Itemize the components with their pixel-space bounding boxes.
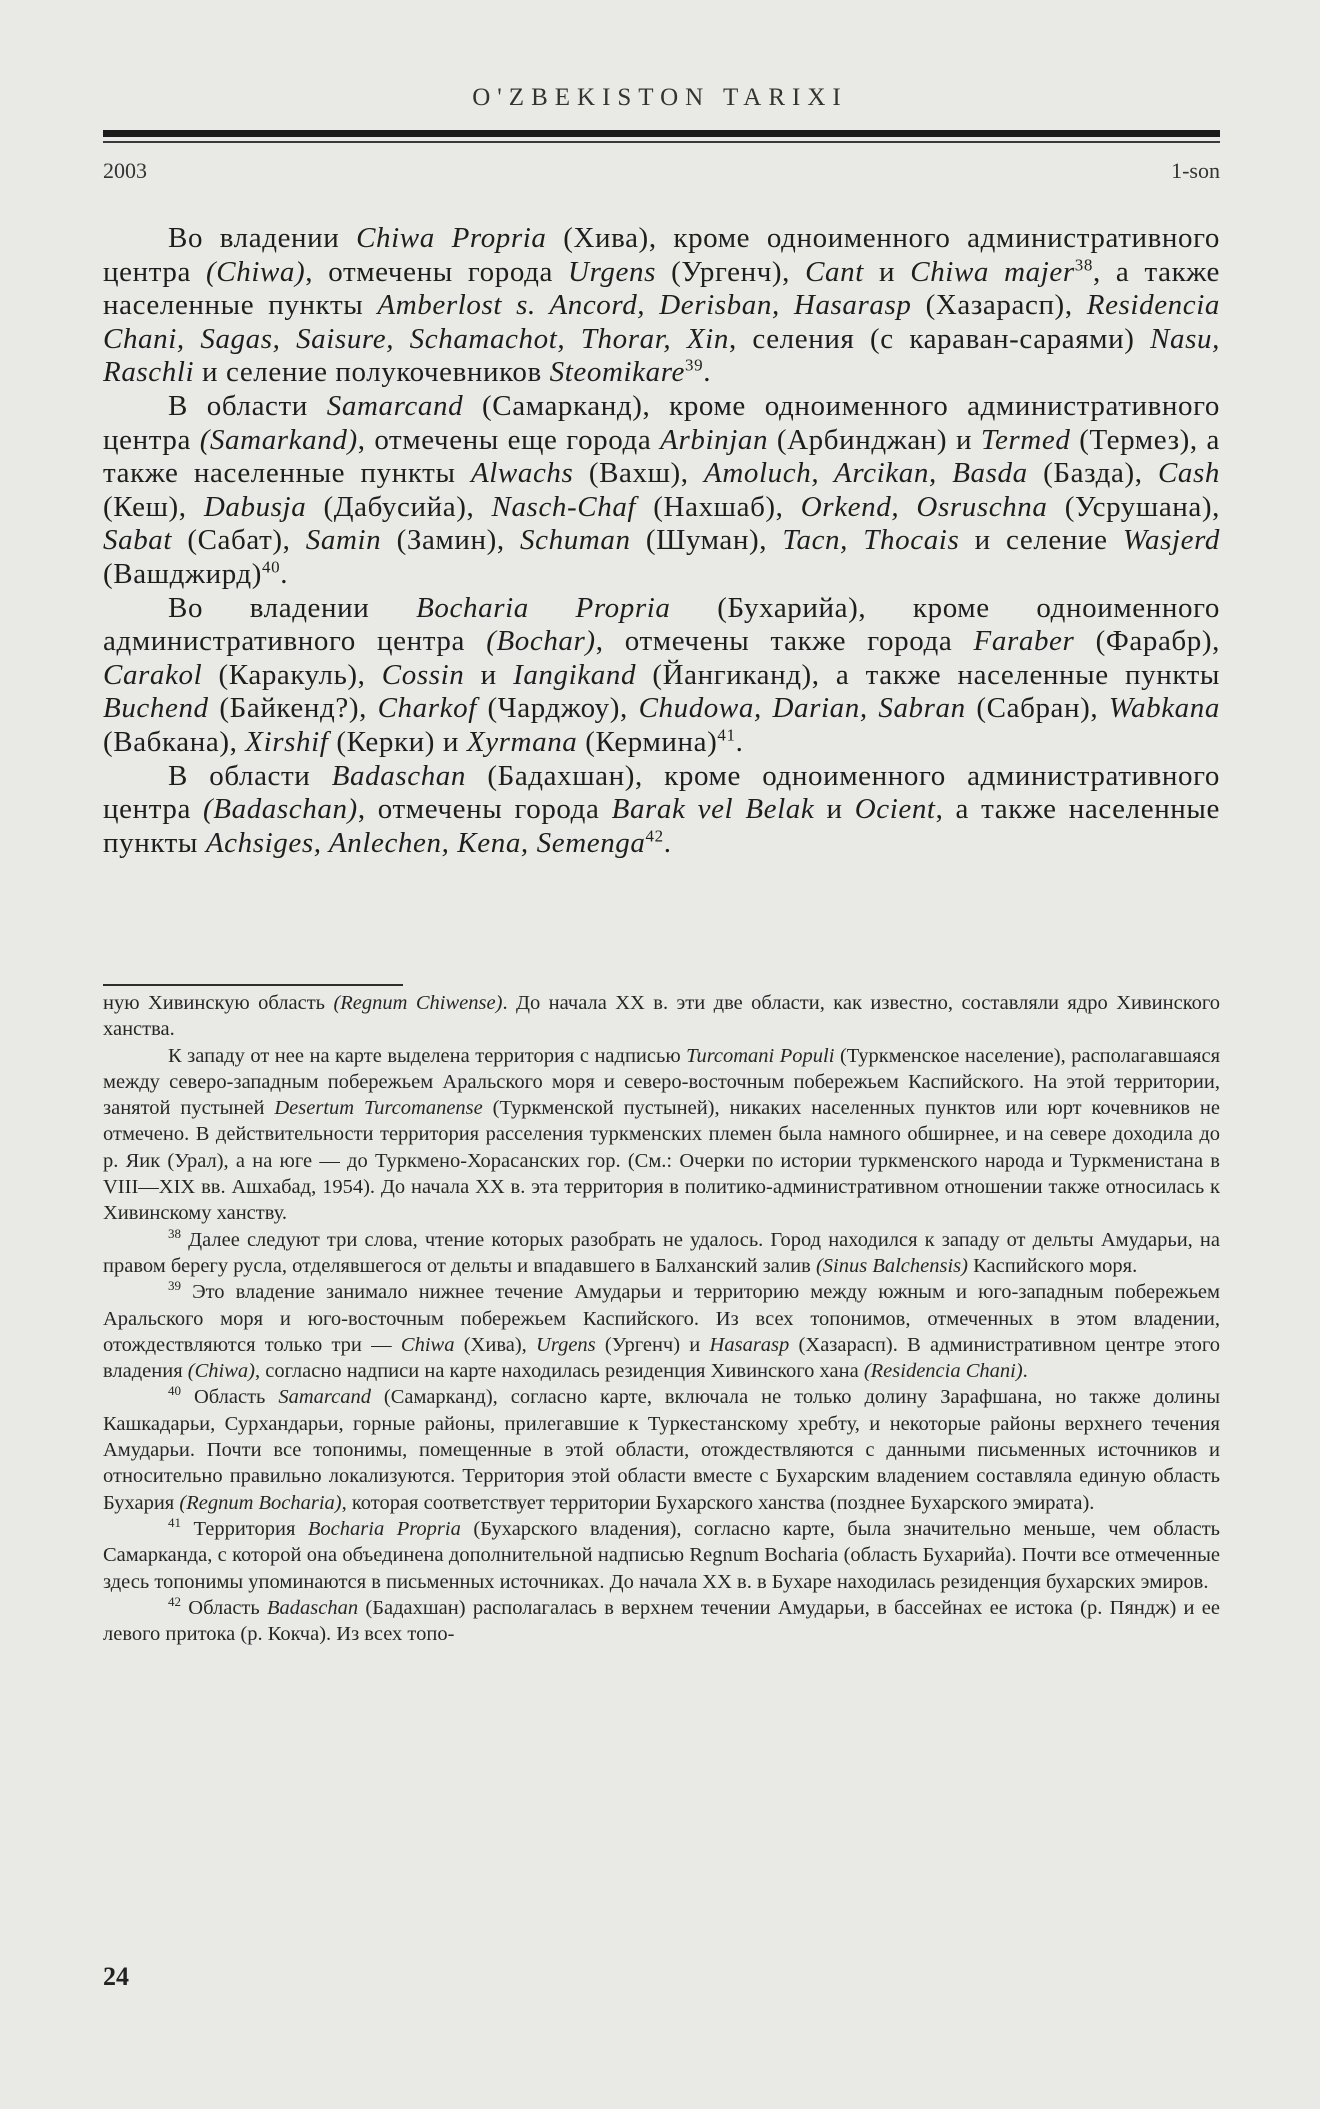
text-run: (Фарабр), [1074, 625, 1220, 658]
latin-toponym: Chiwa [400, 1333, 455, 1356]
latin-toponym: Dabusja [203, 490, 307, 523]
latin-toponym: Samarcand [278, 1386, 371, 1409]
text-run: . [1022, 1360, 1028, 1383]
text-run: (Кеш), [103, 490, 204, 523]
text-run: (Вабкана), [103, 725, 246, 758]
latin-toponym: Urgens [536, 1333, 596, 1356]
journal-title: O'ZBEKISTON TARIXI [472, 84, 848, 111]
text-run: В области [168, 759, 332, 792]
page-number: 24 [103, 1962, 129, 1991]
latin-toponym: Orkend, Osruschna [800, 490, 1048, 523]
latin-toponym: (Samarkand) [199, 423, 358, 456]
text-run: (Замин), [381, 524, 521, 557]
latin-toponym: Barak vel Belak [611, 793, 815, 826]
latin-toponym: Arbinjan [660, 423, 769, 456]
text-run: (Бухарийа), кроме одноименного административного центра [103, 591, 1220, 658]
text-run: (Хива), [454, 1333, 537, 1356]
latin-toponym: Turcomani Populi [686, 1044, 835, 1067]
latin-toponym: Ocient [854, 793, 936, 826]
footnote [103, 990, 1220, 1043]
latin-toponym: Desertum Turcomanense [274, 1097, 483, 1120]
footnotes [103, 990, 1220, 1647]
text-run: (Ургенч), [655, 255, 806, 288]
latin-toponym: Wasjerd [1122, 524, 1221, 557]
text-run: Область [181, 1386, 279, 1409]
text-run: и [863, 255, 911, 288]
text-run: (Усрушана), [1047, 490, 1220, 523]
text-run: (Термез), а также населенные пункты [103, 423, 1220, 490]
latin-toponym: (Badaschan) [203, 793, 358, 826]
latin-toponym: Samarcand [326, 389, 464, 422]
main-text [103, 222, 1220, 860]
footnote-number: 39 [168, 1278, 181, 1294]
text-run: (Туркменской пустыней), никаких населенных пунктов или юрт кочевников не отмечено. В действительности территория расселения туркменских племен была намного обширнее, и на севере доходила до р. Яик (Урал), а на юге — до Туркмено-Хорасанских гор. (См.: Очерки по истории туркменского народа и Туркменистана в VIII—XIX вв. Ашхабад, 1954). До начала XX в. эта территория в политико-административном отношении также относилась к Хивинскому ханству. [103, 1097, 1220, 1225]
text-run: (Нахшаб), [636, 490, 801, 523]
latin-toponym: Schuman [520, 524, 631, 557]
header-rule-thin [103, 141, 1220, 143]
latin-toponym: (Chiwa) [206, 255, 306, 288]
footnote-ref: 39 [685, 355, 704, 375]
text-run: (Шуман), [630, 524, 783, 557]
latin-toponym: (Chiwa) [187, 1360, 255, 1383]
text-run: . [663, 826, 672, 859]
latin-toponym: Amoluch, Arcikan, Basda [704, 457, 1028, 490]
latin-toponym: Cossin [381, 658, 465, 691]
text-run: , отмечены города [357, 793, 612, 826]
latin-toponym: Samin [305, 524, 382, 557]
latin-toponym: Tacn, Thocais [782, 524, 960, 557]
footnote-number: 42 [168, 1594, 181, 1609]
latin-toponym: Carakol [103, 658, 203, 691]
latin-toponym: Faraber [973, 625, 1075, 658]
body-paragraph [103, 760, 1220, 861]
text-run: (Бухарского владения), согласно карте, была значительно меньше, чем область Самарканда, с которой она объединена дополнительной надписью Regnum Bocharia (область Бухарийа). Почти все отмеченные здесь топонимы упоминаются в письменных источниках. До начала XX в. в Бухаре находилась резиденция бухарских эмиров. [103, 1517, 1221, 1593]
footnote-ref: 40 [262, 557, 281, 577]
text-run: , а также населенные пункты [103, 255, 1220, 322]
text-run: и селение полукочевников [194, 356, 550, 389]
footnote-number: 41 [168, 1515, 181, 1531]
latin-toponym: Chudowa, Darian, Sabran [638, 692, 966, 725]
text-run: (Каракуль), [202, 658, 382, 691]
footnote [103, 1279, 1220, 1384]
latin-toponym: Sabat [103, 524, 173, 557]
text-run: Это владение занимало нижнее течение Амударьи и территорию между южным и юго-западным побережьем Аральского моря и юго-восточным побережьем Каспийского. Из всех топонимов, отмеченных в этом владении, отождествляются только три — [103, 1281, 1220, 1356]
issue-year: 2003 [103, 158, 147, 183]
footnote-rule [103, 984, 403, 986]
text-run: (Вахш), [573, 457, 705, 490]
footnote-number: 38 [168, 1225, 181, 1241]
text-run: (Хазарасп), [911, 289, 1087, 322]
text-run: Территория [181, 1517, 308, 1540]
text-run: (Дабусийа), [306, 490, 492, 523]
text-run: . До начала XX в. эти две области, как известно, составляли ядро Хивинского ханства. [103, 992, 1221, 1041]
footnote [103, 1516, 1220, 1595]
text-run: , отмечены города [305, 255, 569, 288]
text-run: . [703, 356, 712, 389]
latin-toponym: Xirshif [245, 725, 329, 758]
text-run: и [464, 658, 514, 691]
text-run: , отмечены также города [595, 625, 974, 658]
latin-toponym: Chiwa majer [910, 255, 1075, 288]
text-run: Каспийского моря. [967, 1254, 1138, 1277]
text-run: (Базда), [1027, 457, 1158, 490]
text-run: . [735, 725, 744, 758]
text-run: (Сабат), [172, 524, 306, 557]
text-run: (Хива), кроме одноименного административного центра [103, 222, 1220, 288]
footnote [103, 1227, 1220, 1280]
text-run: Область [181, 1596, 268, 1619]
latin-toponym: Wabkana [1108, 692, 1220, 725]
issue-number: 1-son [1171, 158, 1220, 183]
text-run: , которая соответствует территории Бухарского ханства (позднее Бухарского эмирата). [341, 1491, 1095, 1514]
text-run: Далее следуют три слова, чтение которых разобрать не удалось. Город находился к западу от дельты Амударьи, на правом берегу русла, отделявшегося от дельты и впадавшего в Балханский залив [103, 1228, 1220, 1277]
text-run: и [814, 793, 855, 826]
latin-toponym: Termed [980, 423, 1071, 456]
text-run: , а также населенные пункты [103, 793, 1220, 859]
text-run: (Чарджоу), [476, 692, 639, 725]
latin-toponym: Hasarasp [709, 1333, 790, 1356]
latin-toponym: Residencia Chani, Sagas, Saisure, Schamachot, Thorar, Xin [103, 289, 1220, 355]
text-run: . [280, 557, 289, 590]
text-run: (Бадахшан) располагалась в верхнем течении Амударьи, в бассейнах ее истока (р. Пяндж) и ее левого притока (р. Кокча). Из всех топо- [103, 1596, 1220, 1646]
latin-toponym: Chiwa Propria [356, 222, 547, 254]
text-run: (Йангиканд), а также населенные пункты [636, 658, 1220, 691]
text-run: (Байкенд?), [208, 692, 378, 725]
latin-toponym: Cash [1157, 457, 1220, 490]
text-run: (Кермина) [577, 725, 718, 758]
latin-toponym: Nasch-Chaf [491, 490, 637, 523]
latin-toponym: Xyrmana [466, 725, 578, 758]
latin-toponym: Iangikand [513, 658, 637, 691]
latin-toponym: (Bochar) [486, 625, 596, 658]
body-paragraph [103, 390, 1220, 592]
latin-toponym: Bocharia Propria [416, 591, 671, 624]
footnote-number: 40 [168, 1383, 181, 1399]
footnote [103, 1384, 1220, 1515]
text-run: (Самарканд), согласно карте, включала не только долину Зарафшана, но также долины Кашкадарьи, Сурхандарьи, горные районы, прилегавшие к Туркестанскому хребту, и некоторые районы верхнего течения Амударьи. Почти все топонимы, помещенные в этой области, отождествляются с данными письменных источников и относительно правильно локализуются. Территория этой области вместе с Бухарским владением составляла единую область Бухария [103, 1386, 1220, 1514]
text-run: (Арбинджан) и [768, 423, 981, 456]
text-run: и селение [959, 524, 1123, 557]
text-run: (Туркменское население), располагавшаяся между северо-западным побережьем Аральского моря и северо-восточным побережьем Каспийского. На этой территории, занятой пустыней [103, 1044, 1220, 1120]
text-run: Во владении [168, 222, 357, 254]
text-run: (Вашджирд) [103, 557, 263, 590]
footnote [103, 1595, 1220, 1648]
text-run: В области [168, 389, 327, 422]
body-paragraph [103, 222, 1220, 390]
latin-toponym: Achsiges, Anlechen, Kena, Semenga [205, 826, 646, 859]
body-paragraph [103, 592, 1220, 760]
text-run: (Керки) и [328, 725, 467, 758]
latin-toponym: Bocharia Propria [307, 1517, 461, 1540]
latin-toponym: Buchend [103, 692, 209, 725]
footnote [103, 1043, 1220, 1227]
latin-toponym: Steomikare [549, 356, 686, 389]
text-run: ную Хивинскую область [103, 992, 334, 1014]
latin-toponym: Nasu, Raschli [103, 322, 1220, 389]
latin-toponym: Amberlost s. Ancord, Derisban, Hasarasp [377, 289, 912, 322]
latin-toponym: Badaschan [331, 759, 466, 792]
latin-toponym: Alwachs [470, 457, 574, 490]
latin-toponym: (Residencia Chani) [863, 1360, 1023, 1383]
text-run: (Ургенч) и [595, 1333, 710, 1356]
header-rule-thick [103, 130, 1220, 137]
latin-toponym: (Regnum Chiwense) [333, 992, 503, 1014]
latin-toponym: Charkof [377, 692, 477, 725]
latin-toponym: Urgens [568, 255, 656, 288]
latin-toponym: Cant [805, 255, 864, 288]
text-run: К западу от нее на карте выделена территория с надписью [168, 1044, 687, 1067]
text-run: (Хазарасп). В административном центре этого владения [103, 1333, 1221, 1383]
footnote-ref: 38 [1074, 254, 1093, 274]
text-run: (Самарканд), кроме одноименного административного центра [103, 389, 1220, 456]
latin-toponym: Badaschan [267, 1596, 359, 1619]
latin-toponym: (Sinus Balchensis) [815, 1254, 968, 1277]
text-run: , селения (с караван-сараями) [728, 322, 1151, 355]
latin-toponym: (Regnum Bocharia) [179, 1491, 342, 1514]
text-run: (Сабран), [965, 692, 1109, 725]
footnote-ref: 41 [717, 725, 736, 745]
text-run: Во владении [168, 591, 417, 624]
footnote-ref: 42 [645, 826, 664, 846]
text-run: , отмечены еще города [357, 423, 661, 456]
text-run: (Бадахшан), кроме одноименного административного центра [103, 759, 1220, 826]
text-run: , согласно надписи на карте находилась резиденция Хивинского хана [254, 1360, 864, 1383]
